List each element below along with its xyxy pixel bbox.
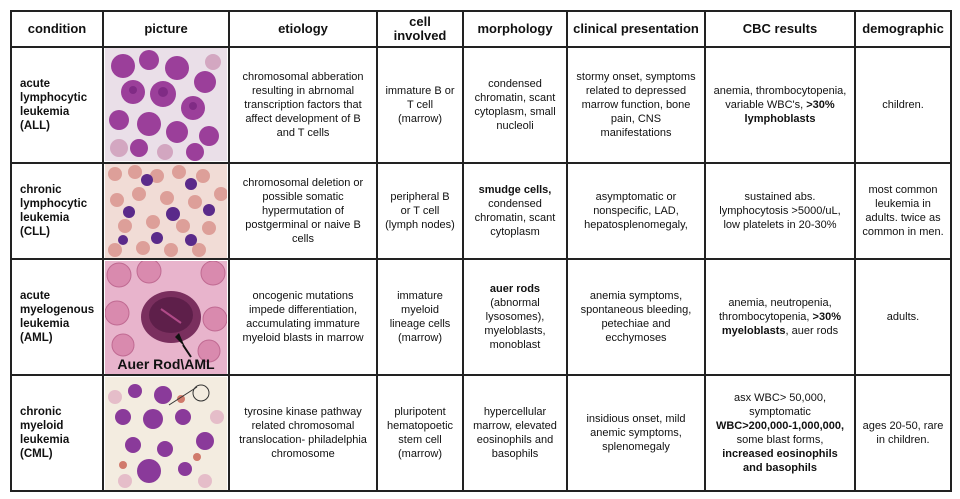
morphology-emphasis: smudge cells,: [478, 183, 552, 196]
table-row-aml: [11, 259, 951, 376]
demographic-cell: most common leukemia in adults. twice as common in men.: [855, 163, 951, 259]
blood-smear-lymphoblasts-image: [105, 48, 227, 161]
header-etiology: etiology: [229, 11, 377, 47]
demographic-cell: adults.: [855, 259, 951, 376]
cbc-text: anemia, neutropenia, thrombocytopenia,: [718, 297, 832, 324]
picture-cell: [103, 259, 229, 376]
header-cbc-results: CBC results: [705, 11, 855, 47]
clinical-cell: stormy onset, symptoms related to depressed marrow function, bone pain, CNS manifestations: [567, 47, 705, 163]
morphology-cell: [463, 259, 567, 376]
condition-cell: acute myelogenous leukemia (AML): [11, 259, 103, 376]
morphology-cell: hypercellular marrow, elevated eosinophils and basophils: [463, 375, 567, 491]
header-demographic: demographic: [855, 11, 951, 47]
blood-smear-auer-rod-image: [105, 261, 227, 374]
cbc-cell: [705, 259, 855, 376]
header-condition: condition: [11, 11, 103, 47]
cbc-emphasis: >30% lymphoblasts: [744, 98, 835, 125]
cbc-text: anemia, thrombocytopenia, variable WBC's,: [713, 84, 847, 111]
clinical-cell: insidious onset, mild anemic symptoms, splenomegaly: [567, 375, 705, 491]
etiology-cell: chromosomal deletion or possible somatic hypermutation of postgerminal or naive B cells: [229, 163, 377, 259]
morphology-emphasis: auer rods: [489, 283, 541, 296]
morphology-cell: [463, 163, 567, 259]
cell-involved-cell: immature B or T cell (marrow): [377, 47, 463, 163]
etiology-cell: chromosomal abberation resulting in abrnomal transcription factors that affect development of B and T cells: [229, 47, 377, 163]
demographic-cell: children.: [855, 47, 951, 163]
cbc-emphasis: WBC>200,000-1,000,000,: [715, 420, 845, 433]
blood-smear-myeloid-series-image: [105, 377, 227, 490]
header-picture: picture: [103, 11, 229, 47]
clinical-cell: anemia symptoms, spontaneous bleeding, petechiae and ecchymoses: [567, 259, 705, 376]
table-row-cml: [11, 375, 951, 491]
cbc-cell: [705, 47, 855, 163]
header-row: [11, 11, 951, 47]
cbc-cell: sustained abs. lymphocytosis >5000/uL, low platelets in 20-30%: [705, 163, 855, 259]
etiology-cell: tyrosine kinase pathway related chromosomal translocation- philadelphia chromosome: [229, 375, 377, 491]
picture-caption: Auer Rod\AML: [117, 355, 215, 372]
leukemia-comparison-table: [10, 10, 952, 492]
header-clinical-presentation: clinical presentation: [567, 11, 705, 47]
clinical-cell: asymptomatic or nonspecific, LAD, hepatosplenomegaly,: [567, 163, 705, 259]
cbc-text-tail: , auer rods: [785, 325, 839, 338]
cell-involved-cell: peripheral B or T cell (lymph nodes): [377, 163, 463, 259]
cbc-emphasis: >30% myeloblasts: [721, 311, 841, 338]
header-cell-involved: cell involved: [377, 11, 463, 47]
condition-cell: chronic lymphocytic leukemia (CLL): [11, 163, 103, 259]
etiology-cell: oncogenic mutations impede differentiation, accumulating immature myeloid blasts in marrow: [229, 259, 377, 376]
blood-smear-small-lymphocytes-image: [105, 164, 227, 258]
condition-cell: chronic myeloid leukemia (CML): [11, 375, 103, 491]
picture-cell: [103, 375, 229, 491]
demographic-cell: ages 20-50, rare in children.: [855, 375, 951, 491]
cbc-cell: [705, 375, 855, 491]
morphology-text: (abnormal lysosomes), myeloblasts, monoblast: [484, 297, 546, 352]
header-morphology: morphology: [463, 11, 567, 47]
picture-cell: [103, 163, 229, 259]
cbc-emphasis-tail: increased eosinophils and basophils: [722, 448, 838, 475]
table-row-all: [11, 47, 951, 163]
morphology-text: condensed chromatin, scant cytoplasm: [474, 197, 556, 238]
cbc-text: asx WBC> 50,000, symptomatic: [733, 392, 827, 419]
table-row-cll: [11, 163, 951, 259]
picture-cell: [103, 47, 229, 163]
cell-involved-cell: pluripotent hematopoetic stem cell (marrow): [377, 375, 463, 491]
cbc-text-mid: some blast forms,: [736, 434, 824, 447]
morphology-cell: condensed chromatin, scant cytoplasm, small nucleoli: [463, 47, 567, 163]
cell-involved-cell: immature myeloid lineage cells (marrow): [377, 259, 463, 376]
condition-cell: acute lymphocytic leukemia (ALL): [11, 47, 103, 163]
